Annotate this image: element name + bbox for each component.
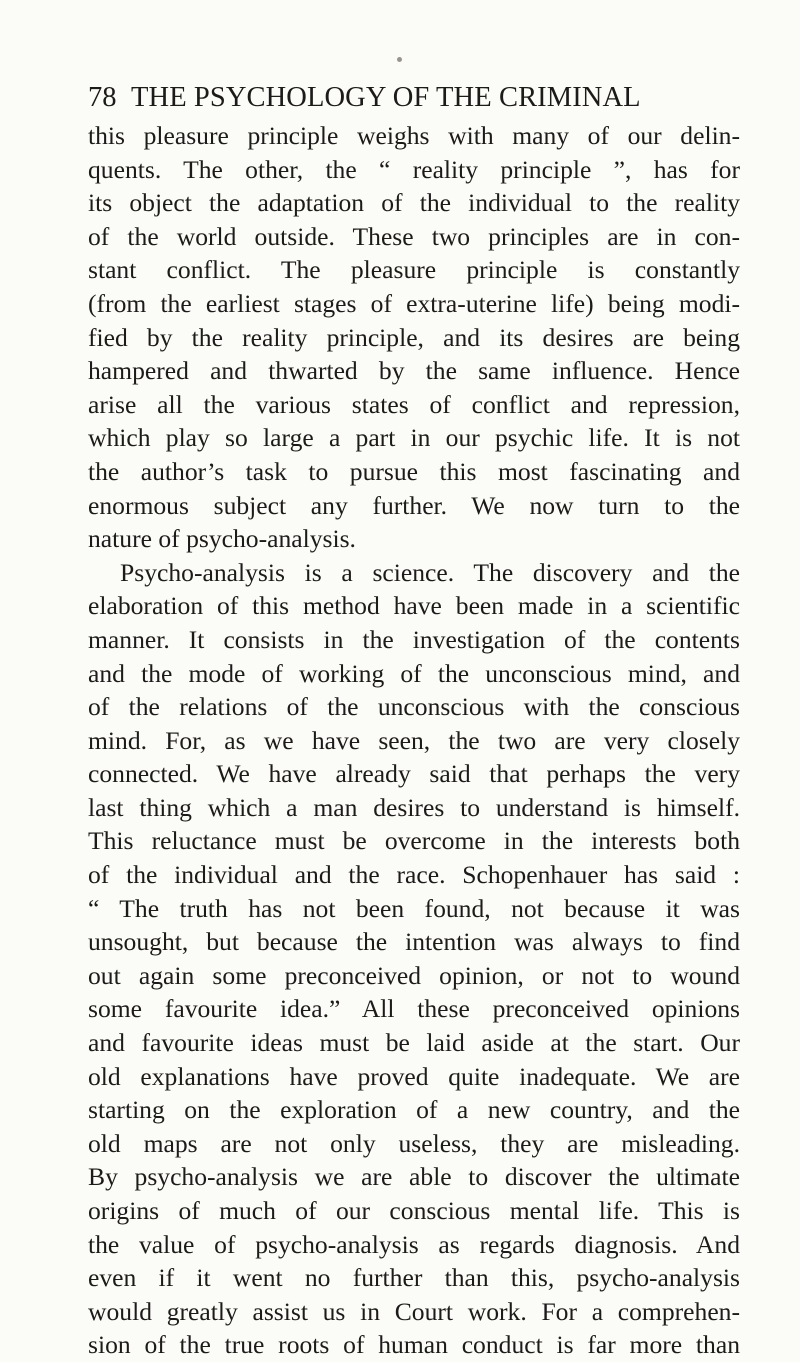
text-line: of the relations of the unconscious with the conscious xyxy=(88,692,740,722)
text-line: elaboration of this method have been made in a scientific xyxy=(88,591,740,621)
text-line: hampered and thwarted by the same influence. Hence xyxy=(88,356,740,386)
text-line: unsought, but because the intention was always to find xyxy=(88,927,740,957)
page-header xyxy=(88,78,748,118)
text-line: would greatly assist us in Court work. For a comprehen- xyxy=(88,1296,740,1326)
paragraph-end-line: nature of psycho-analysis. xyxy=(88,524,356,554)
paragraph-start-line: Psycho-analysis is a science. The discovery and the xyxy=(120,557,740,587)
text-line: connected. We have already said that perhaps the very xyxy=(88,759,740,789)
text-line: (from the earliest stages of extra-uterine life) being modi- xyxy=(88,288,740,318)
text-line: even if it went no further than this, psycho-analysis xyxy=(88,1263,740,1293)
text-line: mind. For, as we have seen, the two are very closely xyxy=(88,725,740,755)
text-line: old explanations have proved quite inadequate. We are xyxy=(88,1061,740,1091)
text-line: old maps are not only useless, they are misleading. xyxy=(88,1128,740,1158)
running-title: THE PSYCHOLOGY OF THE CRIMINAL xyxy=(131,82,641,113)
text-line: manner. It consists in the investigation of the contents xyxy=(88,624,740,654)
text-line: of the individual and the race. Schopenhauer has said : xyxy=(88,860,740,890)
text-line: enormous subject any further. We now turn to the xyxy=(88,490,740,520)
text-line: its object the adaptation of the individual to the reality xyxy=(88,188,740,218)
text-line: sion of the true roots of human conduct is far more than xyxy=(88,1330,740,1360)
text-line: out again some preconceived opinion, or not to wound xyxy=(88,960,740,990)
page-number: 78 xyxy=(88,82,117,113)
text-line: the author’s task to pursue this most fascinating and xyxy=(88,456,740,486)
ink-speck xyxy=(397,57,402,62)
text-line: some favourite idea.” All these preconceived opinions xyxy=(88,994,740,1024)
text-line: This reluctance must be overcome in the interests both xyxy=(88,826,740,856)
text-line: origins of much of our conscious mental life. This is xyxy=(88,1196,740,1225)
text-line: last thing which a man desires to understand is himself. xyxy=(88,792,740,822)
text-line: the value of psycho-analysis as regards diagnosis. And xyxy=(88,1229,740,1259)
text-line: which play so large a part in our psychic life. It is not xyxy=(88,423,740,453)
text-line: stant conflict. The pleasure principle is constantly xyxy=(88,255,740,285)
text-line: By psycho-analysis we are able to discover the ultimate xyxy=(88,1162,740,1192)
text-line: starting on the exploration of a new country, and the xyxy=(88,1095,740,1125)
text-line: and favourite ideas must be laid aside at the start. Our xyxy=(88,1028,740,1058)
text-line: arise all the various states of conflict and repression, xyxy=(88,389,740,419)
text-line: and the mode of working of the unconscious mind, and xyxy=(88,658,740,688)
text-line: quents. The other, the “ reality principle ”, has for xyxy=(88,154,740,184)
body-text xyxy=(88,119,740,1362)
text-line: this pleasure principle weighs with many of our delin- xyxy=(88,121,740,150)
text-line: of the world outside. These two principles are in con- xyxy=(88,221,740,251)
text-line: fied by the reality principle, and its desires are being xyxy=(88,322,740,352)
text-line: “ The truth has not been found, not because it was xyxy=(88,893,740,923)
